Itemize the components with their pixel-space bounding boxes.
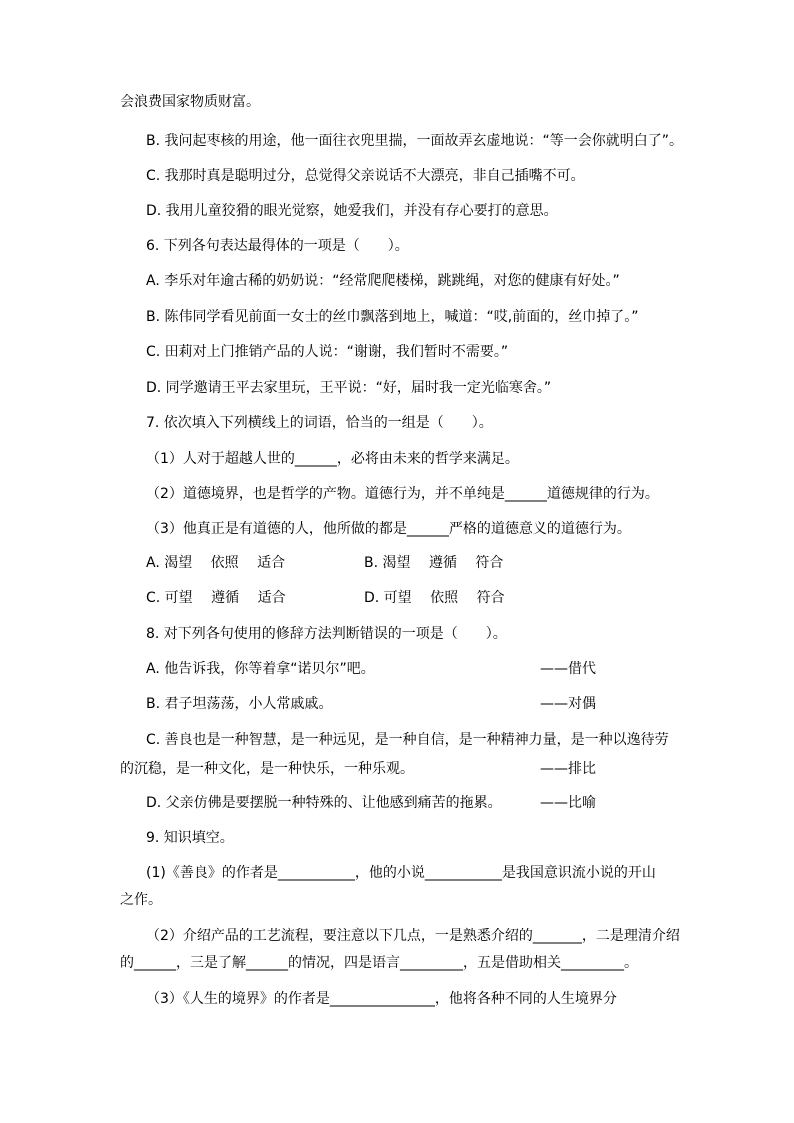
- question-6: 6. 下列各句表达最得体的一项是（ ）。: [146, 238, 409, 254]
- question-8: 8. 对下列各句使用的修辞方法判断错误的一项是（ ）。: [146, 626, 507, 642]
- q7-option-a: A. 渴望 依照 适合: [146, 555, 286, 571]
- q9-item-2: （2）介绍产品的工艺流程，要注意以下几点，一是熟悉介绍的_______，二是理清介绍: [146, 928, 680, 944]
- q8-option-d-answer: ——比喻: [540, 795, 596, 811]
- option-c-text: C. 我那时真是聪明过分，总觉得父亲说话不大漂亮，非自己插嘴不可。: [146, 168, 585, 184]
- q6-option-d: D. 同学邀请王平去家里玩，王平说：“好，届时我一定光临寒舍。”: [146, 380, 552, 396]
- q7-option-d: D. 可望 依照 符合: [364, 590, 505, 606]
- q8-option-b: B. 君子坦荡荡，小人常戚戚。: [146, 696, 333, 712]
- q8-option-b-answer: ——对偶: [540, 696, 596, 712]
- q8-option-c-cont: 的沉稳，是一种文化，是一种快乐，一种乐观。: [120, 761, 414, 777]
- q8-option-c-answer: ——排比: [540, 761, 596, 777]
- q9-item-1: (1)《善良》的作者是___________，他的小说___________是我国意识流小说的开山: [146, 865, 656, 881]
- q8-option-a: A. 他告诉我，你等着拿“诺贝尔”吧。: [146, 661, 375, 677]
- q6-option-b: B. 陈伟同学看见前面一女士的丝巾飘落到地上，喊道：“哎,前面的，丝巾掉了。”: [146, 309, 639, 325]
- q7-sentence-2: （2）道德境界，也是哲学的产物。道德行为，并不单纯是______道德规律的行为。: [146, 486, 659, 502]
- q8-option-c: C. 善良也是一种智慧，是一种远见，是一种自信，是一种精神力量，是一种以逸待劳: [146, 732, 669, 748]
- option-b-text: B. 我问起枣核的用途，他一面往衣兜里揣，一面故弄玄虚地说：“等一会你就明白了”。: [146, 133, 684, 149]
- text-line: 会浪费国家物质财富。: [120, 94, 260, 110]
- question-9: 9. 知识填空。: [146, 830, 234, 846]
- q8-option-a-answer: ——借代: [540, 661, 596, 677]
- q9-item-3: （3）《人生的境界》的作者是_______________，他将各种不同的人生境界分: [146, 991, 617, 1007]
- q8-option-d: D. 父亲仿佛是要摆脱一种特殊的、让他感到痛苦的拖累。: [146, 795, 502, 811]
- q7-option-b: B. 渴望 遵循 符合: [364, 555, 504, 571]
- question-7: 7. 依次填入下列横线上的词语，恰当的一组是（ ）。: [146, 415, 493, 431]
- q7-sentence-3: （3）他真正是有道德的人，他所做的都是______严格的道德意义的道德行为。: [146, 521, 631, 537]
- q7-option-c: C. 可望 遵循 适合: [146, 590, 286, 606]
- option-d-text: D. 我用儿童狡猾的眼光觉察，她爱我们，并没有存心要打的意思。: [146, 203, 558, 219]
- q6-option-c: C. 田莉对上门推销产品的人说：“谢谢，我们暂时不需要。”: [146, 344, 509, 360]
- q7-sentence-1: （1）人对于超越人世的______，必将由未来的哲学来满足。: [146, 451, 519, 467]
- q9-item-2-cont: 的______，三是了解______的情况，四是语言_________，五是借助相关_________。: [120, 955, 638, 971]
- q6-option-a: A. 李乐对年逾古稀的奶奶说：“经常爬爬楼梯，跳跳绳，对您的健康有好处。”: [146, 273, 620, 289]
- q9-item-1-cont: 之作。: [120, 892, 162, 908]
